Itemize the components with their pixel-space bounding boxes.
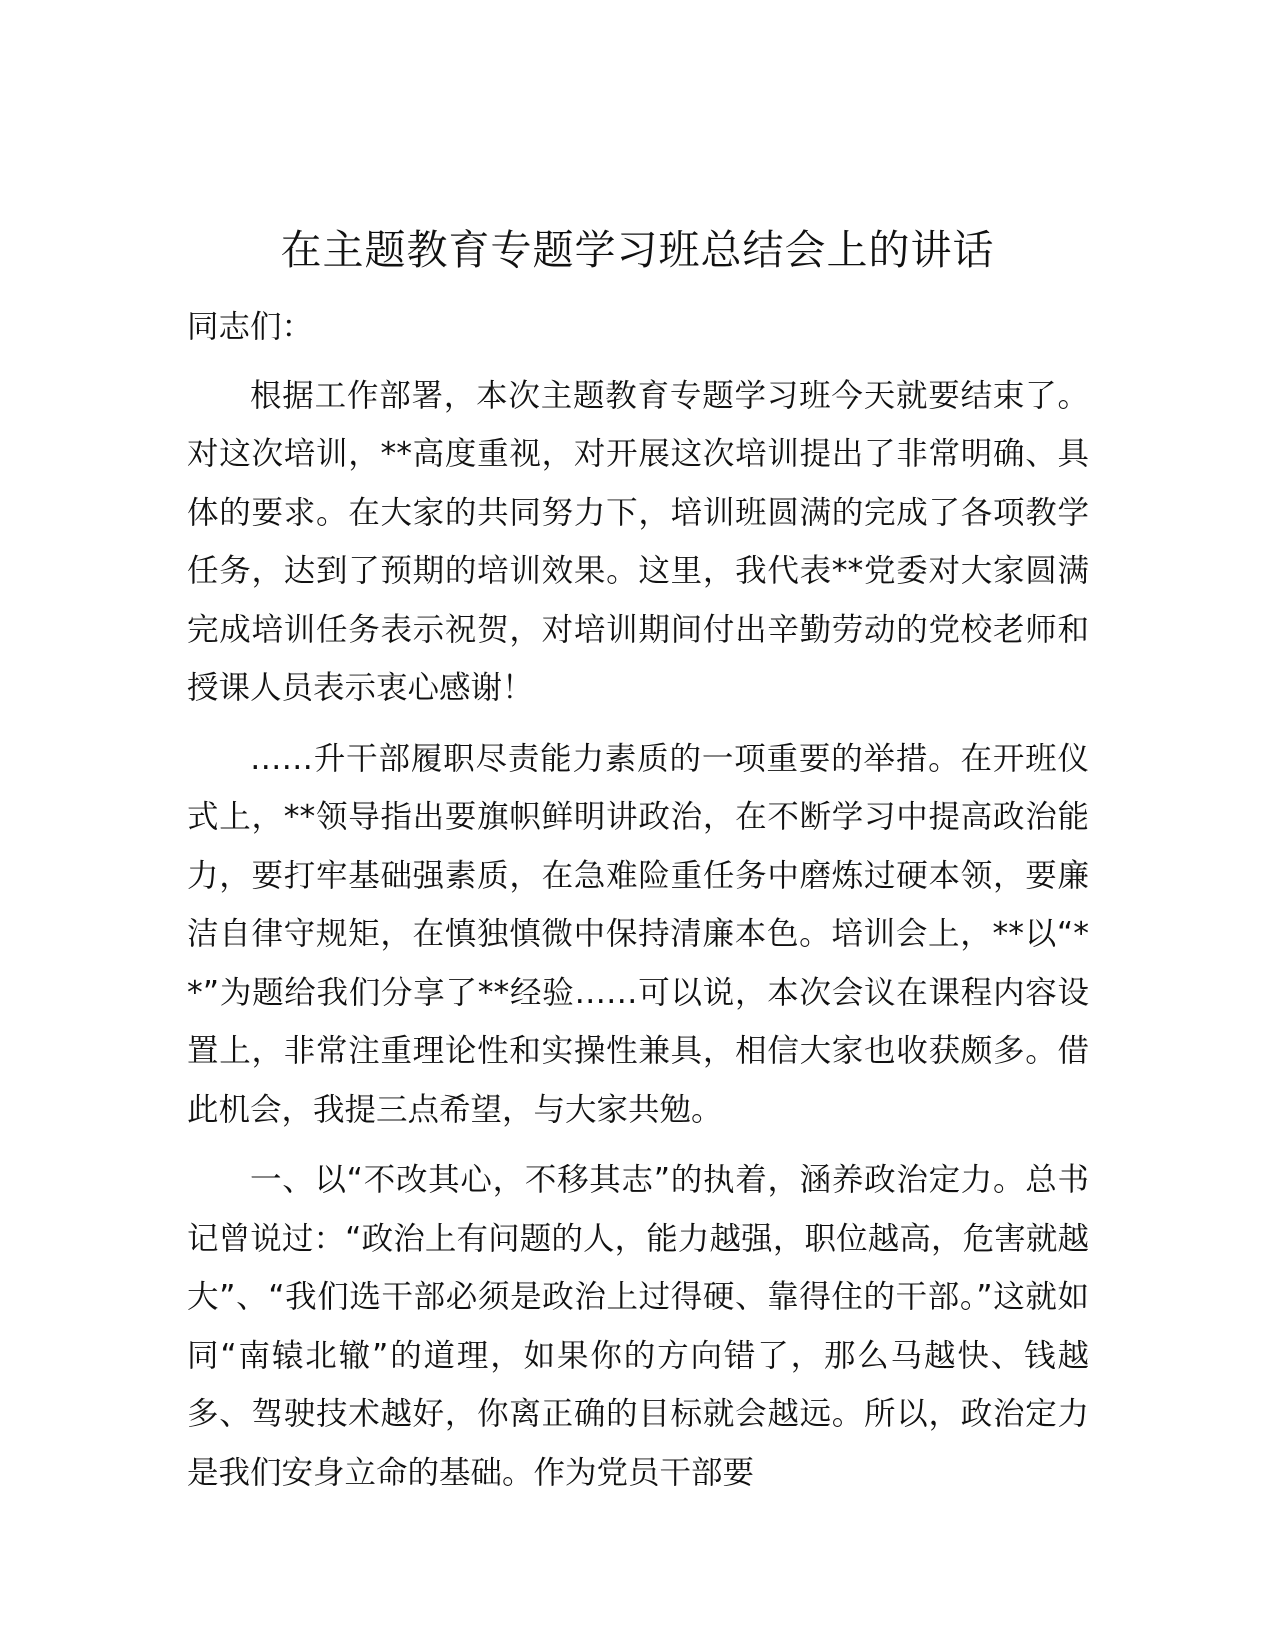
paragraph-opening: 根据工作部署，本次主题教育专题学习班今天就要结束了。对这次培训，**高度重视，对开展这次培训提出了非常明确、具体的要求。在大家的共同努力下，培训班圆满的完成了各项教学任务，达到了预期的培训效果。这里，我代表**党委对大家圆满完成培训任务表示祝贺，对培训期间付出辛勤劳动的党校老师和授课人员表示衷心感谢！ <box>187 377 1089 706</box>
paragraph-training-review: ……升干部履职尽责能力素质的一项重要的举措。在开班仪式上，**领导指出要旗帜鲜明讲政治，在不断学习中提高政治能力，要打牢基础强素质，在急难险重任务中磨炼过硬本领，要廉洁自律守规矩，在慎独慎微中保持清廉本色。培训会上，**以“**”为题给我们分享了**经验……可以说，本次会议在课程内容设置上，非常注重理论性和实操性兼具，相信大家也收获颇多。借此机会，我提三点希望，与大家共勉。 <box>187 740 1089 1128</box>
document-title: 在主题教育专题学习班总结会上的讲话 <box>280 226 995 274</box>
salutation: 同志们： <box>187 309 314 345</box>
document-body <box>187 298 1089 1514</box>
paragraph-point-one: 一、以“不改其心，不移其志”的执着，涵养政治定力。总书记曾说过：“政治上有问题的人，能力越强，职位越高，危害就越大”、“我们选干部必须是政治上过得硬、靠得住的干部。”这就如同“南辕北辙”的道理，如果你的方向错了，那么马越快、钱越多、驾驶技术越好，你离正确的目标就会越远。所以，政治定力是我们安身立命的基础。作为党员干部要 <box>187 1162 1089 1491</box>
